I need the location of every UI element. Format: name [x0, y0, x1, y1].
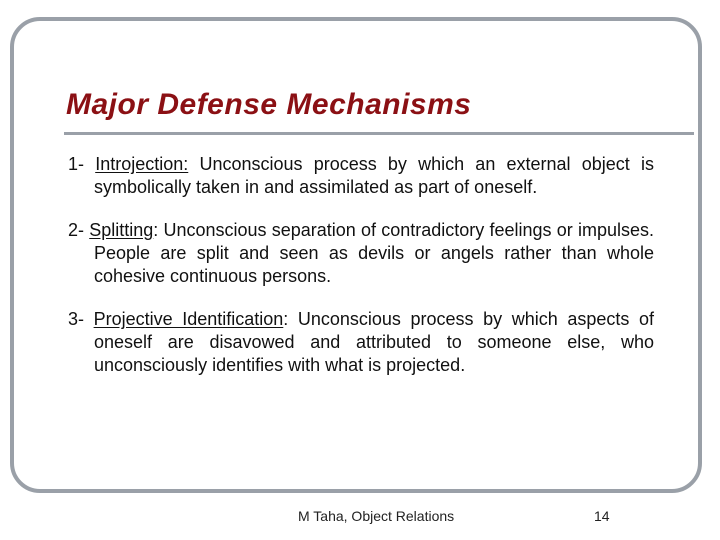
page-number: 14	[594, 508, 610, 524]
item-number: 2-	[68, 220, 85, 240]
item-term: Projective Identification	[93, 309, 284, 329]
item-number: 1-	[68, 154, 85, 174]
item-description: : Unconscious separation of contradictory feelings or impulses. People are split and seen as devils or angels rather than whole cohesive continuous persons.	[94, 220, 654, 286]
list-item-introjection	[68, 153, 654, 199]
item-number: 3-	[68, 309, 85, 329]
slide-content	[68, 153, 654, 397]
item-term: Splitting	[89, 220, 154, 240]
item-term: Introjection:	[95, 154, 189, 174]
slide-title: Major Defense Mechanisms	[66, 88, 472, 121]
list-item-splitting	[68, 219, 654, 288]
item-description: : Unconscious process by which aspects of oneself are disavowed and attributed to someone else, who unconsciously identifies with what is projected.	[94, 309, 654, 375]
title-divider	[64, 132, 694, 135]
footer-text: M Taha, Object Relations	[298, 508, 455, 524]
item-description: Unconscious process by which an external object is symbolically taken in and assimilated as part of oneself.	[94, 154, 654, 197]
list-item-projective-identification	[68, 308, 654, 377]
